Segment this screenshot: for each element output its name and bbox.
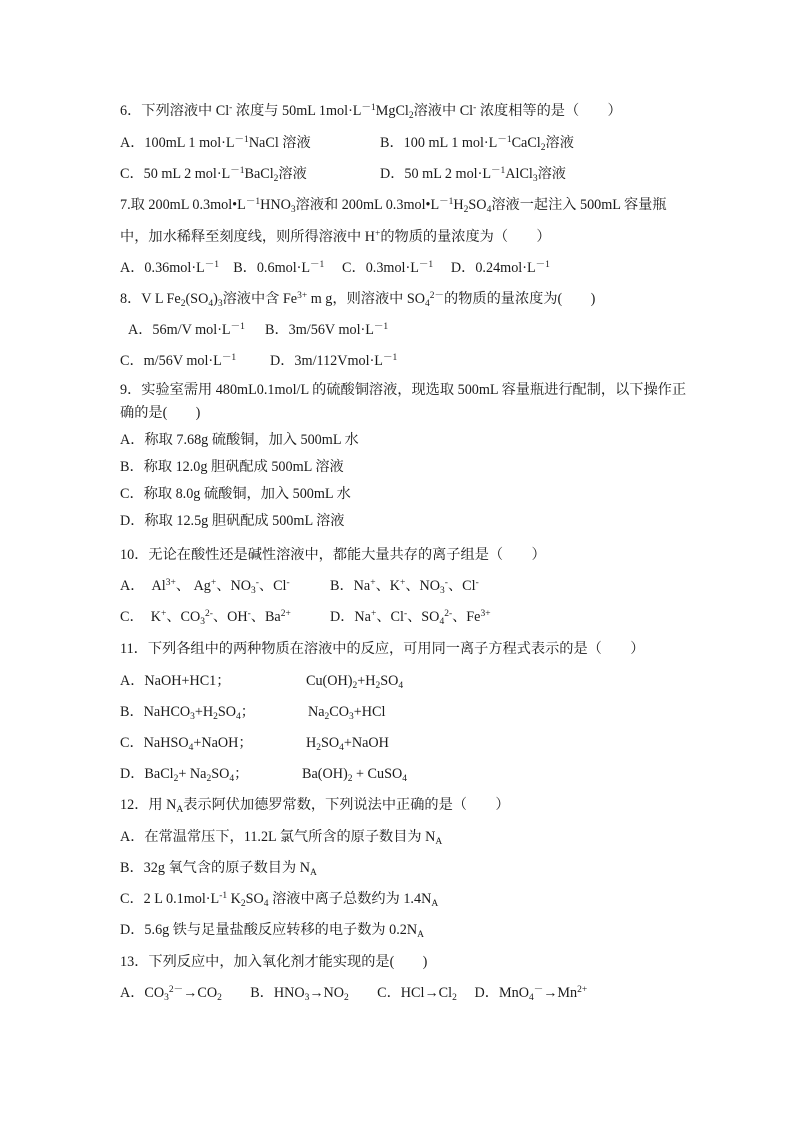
text-run: +NaOH； <box>193 735 253 751</box>
subscript: 2 <box>180 299 186 309</box>
subscript: 2 <box>375 681 381 691</box>
superscript: －1 <box>310 260 325 270</box>
text-run: BaCl <box>244 166 274 182</box>
text-run: 、Cl <box>258 578 287 594</box>
superscript: －1 <box>382 353 398 363</box>
text-run: 、 Ag <box>175 578 211 594</box>
question-6-option-d <box>380 164 566 184</box>
text-run: 、Fe <box>452 609 481 625</box>
text-run: →Mn <box>543 985 578 1001</box>
text-run: + CuSO <box>352 766 403 782</box>
text-run: H <box>453 197 464 213</box>
text-run: 溶液中含 Fe <box>222 291 298 307</box>
question-7-options <box>120 258 550 278</box>
superscript: - <box>286 578 290 588</box>
subscript: A <box>176 805 184 815</box>
subscript: 3 <box>304 993 310 1003</box>
text-run: B．0.6mol·L <box>219 260 311 276</box>
text-run: 6．下列溶液中 Cl <box>120 103 230 119</box>
superscript: - <box>229 103 233 113</box>
text-run: D．5.6g 铁与足量盐酸反应转移的电子数为 0.2N <box>120 922 418 938</box>
text-run: NaCl 溶液 <box>248 135 311 151</box>
text-run: 溶液中 Cl <box>413 103 474 119</box>
subscript: 2 <box>217 993 222 1003</box>
subscript: 4 <box>439 617 445 627</box>
superscript: 2- <box>205 609 213 619</box>
question-12-option-c <box>120 889 438 909</box>
question-10-option-d <box>330 607 491 627</box>
question-11-option-a-second <box>306 671 403 691</box>
superscript: －1 <box>491 166 506 176</box>
subscript: 4 <box>398 681 404 691</box>
subscript: 4 <box>263 899 269 909</box>
question-10-option-b <box>330 576 479 596</box>
subscript: 3 <box>164 993 169 1003</box>
superscript: 3+ <box>480 609 491 619</box>
text-run: 、Cl <box>447 578 476 594</box>
question-12-option-a <box>120 827 442 847</box>
text-run: 溶液 <box>278 166 307 182</box>
text-run: C．HCl→Cl <box>348 985 453 1001</box>
text-run: 9．实验室需用 480mL0.1mol/L 的硫酸铜溶液，现选取 500mL 容量瓶进行配制，以下操作正 <box>120 382 687 398</box>
question-13-options <box>120 983 587 1003</box>
text-run: 、NO <box>405 578 441 594</box>
question-11-option-d-first <box>120 764 248 784</box>
subscript: 3 <box>200 617 205 627</box>
text-run: C．50 mL 2 mol·L <box>120 166 231 182</box>
text-run: (SO <box>185 291 209 307</box>
question-12-option-d <box>120 920 424 940</box>
subscript: 3 <box>532 174 538 184</box>
question-12-option-b <box>120 858 317 878</box>
subscript: 2 <box>316 743 321 753</box>
question-6-option-a <box>120 133 311 153</box>
subscript: 2 <box>273 174 279 184</box>
text-run: B．Na <box>330 578 371 594</box>
subscript: 4 <box>528 993 534 1003</box>
text-run: D．0.24mol·L <box>433 260 536 276</box>
text-run: 、NO <box>216 578 251 594</box>
superscript: －1 <box>204 260 219 270</box>
text-run: →CO <box>183 985 218 1001</box>
question-6-option-c <box>120 164 307 184</box>
superscript: －1 <box>418 260 434 270</box>
text-run: B．HNO <box>221 985 305 1001</box>
subscript: 2 <box>324 712 330 722</box>
text-run: B．100 mL 1 mol·L <box>380 135 498 151</box>
text-run: Na <box>308 704 325 720</box>
subscript: 4 <box>486 205 492 215</box>
superscript: + <box>370 609 377 619</box>
text-run: +H <box>357 673 376 689</box>
subscript: 4 <box>188 743 194 753</box>
superscript: －1 <box>497 135 512 145</box>
question-11-option-b-first <box>120 702 255 722</box>
text-run: + Na <box>178 766 207 782</box>
subscript: 2 <box>347 774 353 784</box>
subscript: 4 <box>208 299 214 309</box>
text-run: D．50 mL 2 mol·L <box>380 166 491 182</box>
text-run: D．MnO <box>456 985 529 1001</box>
text-run: 的物质的量浓度为( ) <box>444 291 596 307</box>
subscript: 3 <box>190 712 195 722</box>
text-run: K <box>227 891 241 907</box>
text-run: D．Na <box>330 609 371 625</box>
text-run: 的物质的量浓度为（ ） <box>380 229 551 245</box>
text-run: C．2 L 0.1mol·L <box>120 891 220 907</box>
superscript: －1 <box>221 353 237 363</box>
question-7-stem <box>120 195 667 215</box>
text-run: A．56m/V mol·L <box>128 322 231 338</box>
text-run: C．NaHSO <box>120 735 189 751</box>
text-run: SO <box>217 704 237 720</box>
text-run: C．m/56V mol·L <box>120 353 222 369</box>
question-10-option-a <box>120 576 290 596</box>
question-11-option-a-first <box>120 671 230 691</box>
superscript: 2- <box>444 609 453 619</box>
superscript: - <box>444 578 448 588</box>
text-run: 浓度与 50mL 1mol·L <box>232 103 362 119</box>
subscript: 3 <box>217 299 223 309</box>
text-run: A．NaOH+HC1； <box>120 673 231 689</box>
text-run: 溶液一起注入 500mL 容量瓶 <box>491 197 667 213</box>
text-run: →NO <box>309 985 345 1001</box>
text-run: HNO <box>260 197 291 213</box>
superscript: － <box>533 985 544 995</box>
text-run: 溶液和 200mL 0.3mol•L <box>295 197 440 213</box>
text-run: 、Cl <box>376 609 404 625</box>
text-run: 表示阿伏加德罗常数，下列说法中正确的是（ ） <box>183 797 510 813</box>
text-run: 13．下列反应中，加入氧化剂才能实现的是( ) <box>120 954 428 970</box>
superscript: 2－ <box>168 985 184 995</box>
text-run: H <box>306 735 317 751</box>
text-run: ) <box>213 291 218 307</box>
subscript: 2 <box>213 712 218 722</box>
question-9-option-d <box>120 511 345 531</box>
superscript: - <box>403 609 408 619</box>
text-run: C． K <box>120 609 161 625</box>
subscript: 4 <box>339 743 344 753</box>
subscript: 4 <box>425 299 430 309</box>
question-8-option-a <box>128 320 245 340</box>
text-run: AlCl <box>505 166 533 182</box>
subscript: 2 <box>463 205 469 215</box>
text-run: MgCl <box>375 103 409 119</box>
text-run: CO <box>329 704 350 720</box>
superscript: + <box>160 609 167 619</box>
superscript: －1 <box>373 322 389 332</box>
subscript: 2 <box>344 993 349 1003</box>
text-run: 、K <box>375 578 400 594</box>
subscript: 2 <box>173 774 179 784</box>
text-run: SO <box>468 197 487 213</box>
subscript: 4 <box>236 712 241 722</box>
question-11-option-c-second <box>306 733 389 753</box>
superscript: - <box>247 609 251 619</box>
subscript: A <box>435 837 443 847</box>
question-8-option-b <box>265 320 388 340</box>
question-8-option-d <box>270 351 397 371</box>
text-run: B．32g 氧气含的原子数目为 N <box>120 860 310 876</box>
subscript: A <box>431 899 439 909</box>
text-run: B．3m/56V mol·L <box>265 322 374 338</box>
question-9-option-c <box>120 484 351 504</box>
subscript: 3 <box>349 712 354 722</box>
text-run: ； <box>240 704 255 720</box>
question-9-stem-continued <box>120 403 200 423</box>
superscript: －1 <box>230 166 245 176</box>
question-11-stem <box>120 639 644 659</box>
superscript: －1 <box>230 322 245 332</box>
text-run: A．称取 7.68g 硫酸铜，加入 500mL 水 <box>120 432 359 448</box>
text-run: SO <box>211 766 230 782</box>
superscript: －1 <box>245 197 261 207</box>
superscript: －1 <box>361 103 376 113</box>
text-run: 、CO <box>166 609 201 625</box>
question-6-option-b <box>380 133 574 153</box>
superscript: －1 <box>439 197 454 207</box>
superscript: - <box>475 578 479 588</box>
subscript: 2 <box>452 993 457 1003</box>
superscript: + <box>370 578 376 588</box>
subscript: 3 <box>290 205 296 215</box>
question-6-stem <box>120 101 622 121</box>
subscript: 2 <box>540 143 546 153</box>
text-run: 溶液中离子总数约为 1.4N <box>268 891 432 907</box>
question-10-stem <box>120 545 546 565</box>
text-run: B．称取 12.0g 胆矾配成 500mL 溶液 <box>120 459 344 475</box>
question-13-stem <box>120 952 427 972</box>
text-run: m g，则溶液中 SO <box>307 291 426 307</box>
superscript: －1 <box>535 260 550 270</box>
text-run: D．3m/112Vmol·L <box>270 353 383 369</box>
superscript: 2+ <box>280 609 291 619</box>
text-run: D．BaCl <box>120 766 174 782</box>
superscript: 2－ <box>429 291 445 301</box>
subscript: A <box>417 930 425 940</box>
text-run: 7.取 200mL 0.3mol•L <box>120 197 246 213</box>
subscript: A <box>309 868 317 878</box>
text-run: C．称取 8.0g 硫酸铜，加入 500mL 水 <box>120 486 351 502</box>
superscript: 3+ <box>165 578 176 588</box>
subscript: 4 <box>229 774 235 784</box>
question-11-option-b-second <box>308 702 385 722</box>
text-run: 、Ba <box>250 609 281 625</box>
subscript: 3 <box>440 586 445 596</box>
superscript: + <box>400 578 406 588</box>
text-run: A．0.36mol·L <box>120 260 205 276</box>
text-run: A．在常温常压下，11.2L 氯气所含的原子数目为 N <box>120 829 436 845</box>
superscript: -1 <box>219 891 228 901</box>
text-run: B．NaHCO <box>120 704 191 720</box>
subscript: 3 <box>250 586 256 596</box>
text-run: Ba(OH) <box>302 766 348 782</box>
question-8-stem <box>120 289 595 309</box>
superscript: + <box>210 578 217 588</box>
superscript: －1 <box>234 135 249 145</box>
text-run: SO <box>321 735 340 751</box>
text-run: Cu(OH) <box>306 673 353 689</box>
subscript: 4 <box>402 774 407 784</box>
text-run: 、OH <box>212 609 248 625</box>
superscript: - <box>473 103 477 113</box>
text-run: 12．用 N <box>120 797 177 813</box>
text-run: 、SO <box>407 609 440 625</box>
text-run: CaCl <box>511 135 541 151</box>
text-run: ； <box>234 766 249 782</box>
text-run: +HCl <box>353 704 386 720</box>
text-run: 10．无论在酸性还是碱性溶液中，都能大量共存的离子组是（ ） <box>120 547 546 563</box>
text-run: 确的是( ) <box>120 405 201 421</box>
text-run: 11．下列各组中的两种物质在溶液中的反应，可用同一离子方程式表示的是（ ） <box>120 641 645 657</box>
subscript: 2 <box>352 681 358 691</box>
question-11-option-c-first <box>120 733 253 753</box>
superscript: + <box>374 229 381 239</box>
question-8-option-c <box>120 351 236 371</box>
text-run: C．0.3mol·L <box>324 260 419 276</box>
text-run: +NaOH <box>343 735 389 751</box>
question-9-stem <box>120 380 686 400</box>
superscript: 2+ <box>577 985 588 995</box>
text-run: SO <box>245 891 264 907</box>
subscript: 2 <box>206 774 212 784</box>
text-run: 溶液 <box>537 166 566 182</box>
text-run: +H <box>194 704 214 720</box>
question-9-option-b <box>120 457 344 477</box>
question-7-stem-continued <box>120 227 551 247</box>
question-10-option-c <box>120 607 291 627</box>
text-run: 溶液 <box>545 135 574 151</box>
superscript: 3+ <box>297 291 308 301</box>
subscript: 2 <box>408 111 414 121</box>
text-run: 中，加水稀释至刻度线，则所得溶液中 H <box>120 229 375 245</box>
text-run: SO <box>380 673 399 689</box>
question-9-option-a <box>120 430 359 450</box>
text-run: D．称取 12.5g 胆矾配成 500mL 溶液 <box>120 513 345 529</box>
question-11-option-d-second <box>302 764 407 784</box>
superscript: - <box>255 578 259 588</box>
text-run: 8．V L Fe <box>120 291 181 307</box>
text-run: A． Al <box>120 578 166 594</box>
subscript: 2 <box>240 899 246 909</box>
question-12-stem <box>120 795 510 815</box>
text-run: A．100mL 1 mol·L <box>120 135 235 151</box>
text-run: A．CO <box>120 985 165 1001</box>
text-run: 浓度相等的是（ ） <box>476 103 622 119</box>
